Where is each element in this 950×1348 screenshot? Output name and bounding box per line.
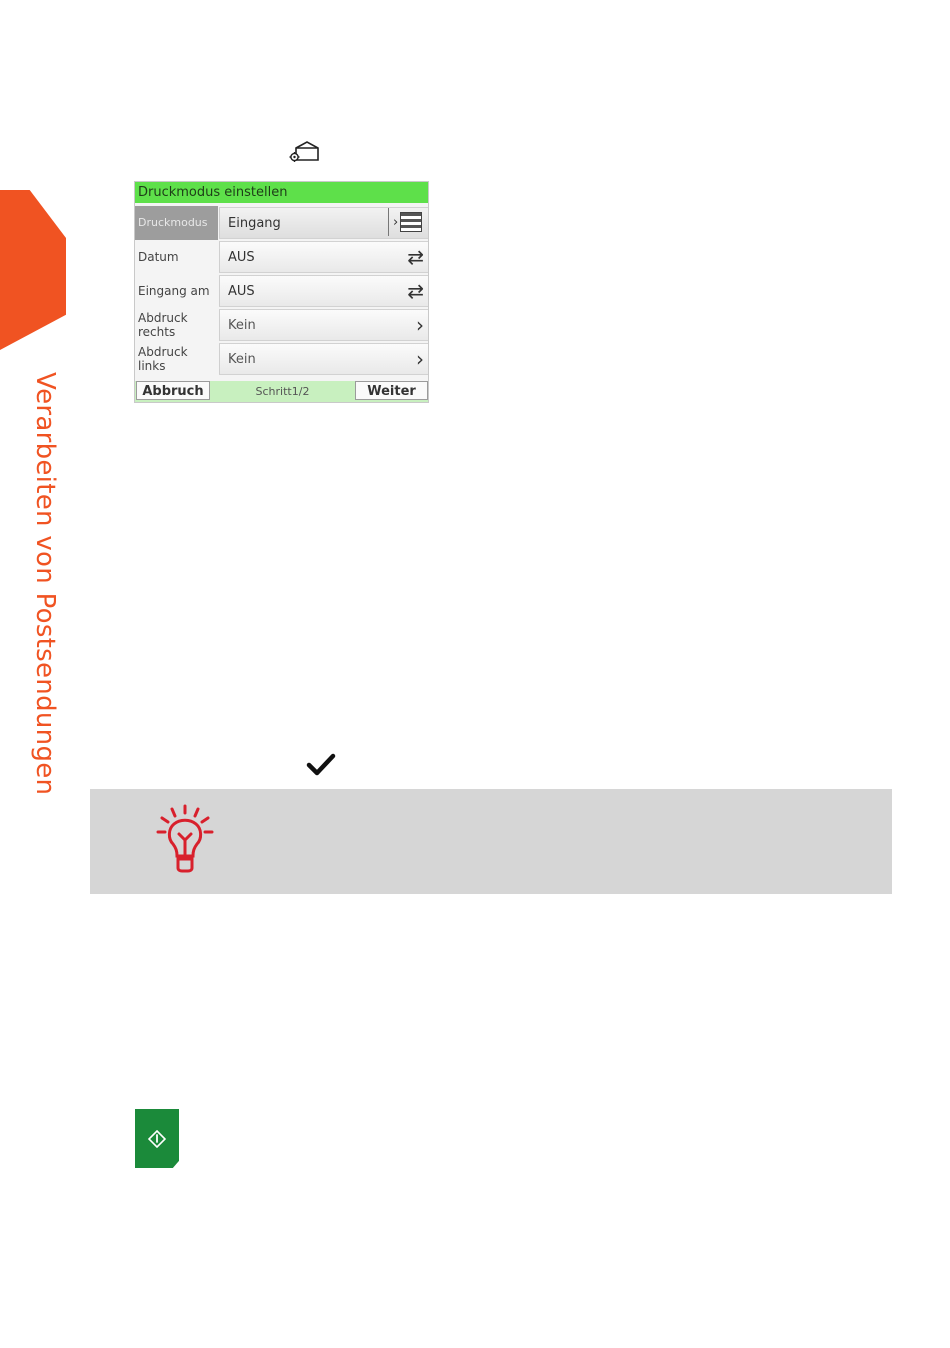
screen-footer xyxy=(135,381,428,402)
chevron-right-icon[interactable]: › xyxy=(416,347,424,371)
row-value: Kein xyxy=(219,309,428,341)
step-indicator: Schritt1/2 xyxy=(255,385,310,398)
screen-title: Druckmodus einstellen xyxy=(135,182,428,203)
chevron-right-icon: › xyxy=(393,214,399,230)
next-button[interactable]: Weiter xyxy=(355,381,428,400)
lightbulb-icon xyxy=(154,804,216,874)
row-value: AUS xyxy=(219,275,428,307)
envelope-settings-icon xyxy=(288,140,320,164)
chapter-tab xyxy=(0,190,66,350)
cancel-button[interactable]: Abbruch xyxy=(136,381,210,400)
row-value: Kein xyxy=(219,343,428,375)
row-eingang-am[interactable] xyxy=(135,274,428,308)
row-value: Eingang xyxy=(219,207,428,239)
row-datum[interactable] xyxy=(135,240,428,274)
checkmark-icon xyxy=(306,752,336,778)
toggle-arrows-icon[interactable]: ⇄ xyxy=(407,245,424,269)
row-label: Datum xyxy=(138,250,179,264)
toggle-arrows-icon[interactable]: ⇄ xyxy=(407,279,424,303)
row-abdruck-links[interactable] xyxy=(135,342,428,376)
tip-box xyxy=(90,789,892,894)
row-abdruck-rechts[interactable] xyxy=(135,308,428,342)
start-key-icon xyxy=(148,1130,166,1148)
row-label: Abdruck rechts xyxy=(138,311,188,339)
list-selector[interactable] xyxy=(388,208,427,236)
list-icon xyxy=(400,212,422,232)
chapter-title: Verarbeiten von Postsendungen xyxy=(30,372,60,796)
row-label: Abdruck links xyxy=(138,345,188,373)
row-value: AUS xyxy=(219,241,428,273)
row-druckmodus[interactable] xyxy=(135,206,428,240)
start-key xyxy=(135,1109,179,1168)
row-label: Eingang am xyxy=(138,284,210,298)
row-label: Druckmodus xyxy=(135,206,218,240)
chevron-right-icon[interactable]: › xyxy=(416,313,424,337)
device-screen xyxy=(134,181,429,403)
